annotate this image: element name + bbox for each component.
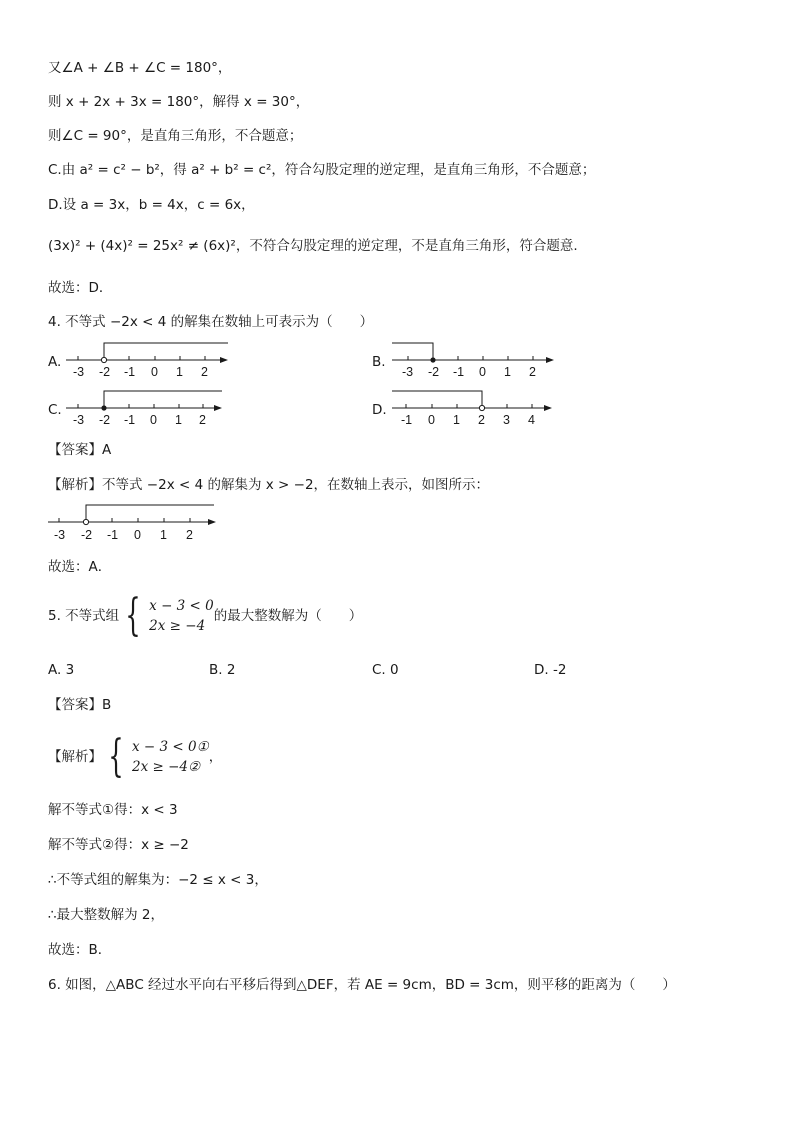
q5-answer: 【答案】B bbox=[48, 697, 112, 713]
q4-option-c-label: C. bbox=[48, 402, 62, 418]
q5-option-b: B. 2 bbox=[209, 662, 236, 678]
q5-step-4: ∴最大整数解为 2， bbox=[48, 907, 164, 923]
q5-option-d: D. -2 bbox=[534, 662, 567, 678]
q5-analysis-row-1: x − 3 < 0① bbox=[132, 739, 209, 755]
q4c-tick-3: -1 bbox=[124, 413, 136, 427]
question-4-stem: 4. 不等式 −2x < 4 的解集在数轴上可表示为（ ） bbox=[48, 314, 374, 330]
q5-conclusion: 故选：B． bbox=[48, 942, 112, 958]
q5-stem-prefix: 5. 不等式组 bbox=[48, 608, 120, 624]
q5-step-1: 解不等式①得：x < 3 bbox=[48, 802, 178, 818]
q4a-tick-4: 0 bbox=[151, 365, 158, 379]
q5-step-3: ∴不等式组的解集为：−2 ≤ x < 3， bbox=[48, 872, 268, 888]
q4-answer: 【答案】A bbox=[48, 442, 112, 458]
q5-analysis-system bbox=[102, 731, 209, 782]
q4-analysis: 【解析】不等式 −2x < 4 的解集为 x > −2，在数轴上表示，如图所示： bbox=[48, 477, 490, 493]
q4-option-b-numberline bbox=[388, 340, 558, 382]
q5-analysis-row-2: 2x ≥ −4② bbox=[132, 759, 201, 775]
text-line-choose-d: 故选：D． bbox=[48, 280, 113, 296]
q4c-tick-6: 2 bbox=[199, 413, 206, 427]
text-line-pythagoras: (3x)² + (4x)² = 25x² ≠ (6x)²，不符合勾股定理的逆定理，不是直角三角形，符合题意. bbox=[48, 238, 578, 254]
brace-icon: { bbox=[125, 590, 141, 641]
q4d-tick-2: 0 bbox=[428, 413, 435, 427]
q4b-tick-1: -3 bbox=[402, 365, 414, 379]
q4-option-d-numberline bbox=[388, 388, 558, 430]
q4an-tick-4: 0 bbox=[134, 528, 141, 542]
q4-option-b-label: B. bbox=[372, 354, 386, 370]
q4c-tick-2: -2 bbox=[99, 413, 111, 427]
q4d-tick-3: 1 bbox=[453, 413, 460, 427]
q4-analysis-numberline bbox=[44, 500, 224, 544]
q5-stem-suffix: 的最大整数解为（ ） bbox=[213, 608, 363, 624]
q4an-tick-5: 1 bbox=[160, 528, 167, 542]
q5-analysis-prefix: 【解析】 bbox=[48, 749, 102, 765]
q4d-tick-4: 2 bbox=[478, 413, 485, 427]
text-line-angle-c: 则∠C = 90°，是直角三角形，不合题意； bbox=[48, 128, 303, 144]
q4an-tick-6: 2 bbox=[186, 528, 193, 542]
q5-analysis bbox=[48, 731, 223, 782]
q4c-tick-1: -3 bbox=[73, 413, 85, 427]
q4-conclusion: 故选：A． bbox=[48, 559, 112, 575]
q4an-tick-3: -1 bbox=[107, 528, 119, 542]
q4-option-a-numberline bbox=[62, 340, 232, 382]
brace-icon: { bbox=[108, 731, 124, 782]
question-6-stem: 6. 如图，△ABC 经过水平向右平移后得到△DEF，若 AE = 9cm，BD = 3cm，则平移的距离为（ ） bbox=[48, 977, 676, 993]
text-line-option-c: C.由 a² = c² − b²，得 a² + b² = c²，符合勾股定理的逆定理，是直角三角形，不合题意； bbox=[48, 162, 596, 178]
q4d-tick-6: 4 bbox=[528, 413, 535, 427]
q4a-tick-6: 2 bbox=[201, 365, 208, 379]
q4-option-d-label: D. bbox=[372, 402, 387, 418]
q4c-tick-5: 1 bbox=[175, 413, 182, 427]
q4a-tick-3: -1 bbox=[124, 365, 136, 379]
q4a-tick-1: -3 bbox=[73, 365, 85, 379]
q4d-tick-1: -1 bbox=[401, 413, 413, 427]
q5-analysis-suffix: ， bbox=[208, 749, 223, 765]
question-5-stem bbox=[48, 590, 363, 641]
q4b-tick-6: 2 bbox=[529, 365, 536, 379]
q4an-tick-2: -2 bbox=[81, 528, 93, 542]
q5-system-row-2: 2x ≥ −4 bbox=[149, 618, 206, 634]
q4c-tick-4: 0 bbox=[150, 413, 157, 427]
q4d-tick-5: 3 bbox=[503, 413, 510, 427]
text-line-option-d: D.设 a = 3x，b = 4x，c = 6x， bbox=[48, 197, 255, 213]
q4b-tick-5: 1 bbox=[504, 365, 511, 379]
q4b-tick-4: 0 bbox=[479, 365, 486, 379]
q4a-tick-2: -2 bbox=[99, 365, 111, 379]
q5-system-row-1: x − 3 < 0 bbox=[149, 598, 214, 614]
text-line-angle-sum: 又∠A + ∠B + ∠C = 180°， bbox=[48, 60, 232, 76]
q4an-tick-1: -3 bbox=[54, 528, 66, 542]
q5-option-a: A. 3 bbox=[48, 662, 75, 678]
q4b-tick-3: -1 bbox=[453, 365, 465, 379]
q5-option-c: C. 0 bbox=[372, 662, 399, 678]
q4b-tick-2: -2 bbox=[428, 365, 440, 379]
q4-option-a-label: A. bbox=[48, 354, 62, 370]
q4a-tick-5: 1 bbox=[176, 365, 183, 379]
q4-option-c-numberline bbox=[62, 388, 232, 430]
text-line-solve-x: 则 x + 2x + 3x = 180°，解得 x = 30°， bbox=[48, 94, 310, 110]
q5-inequality-system bbox=[119, 590, 214, 641]
q5-step-2: 解不等式②得：x ≥ −2 bbox=[48, 837, 189, 853]
